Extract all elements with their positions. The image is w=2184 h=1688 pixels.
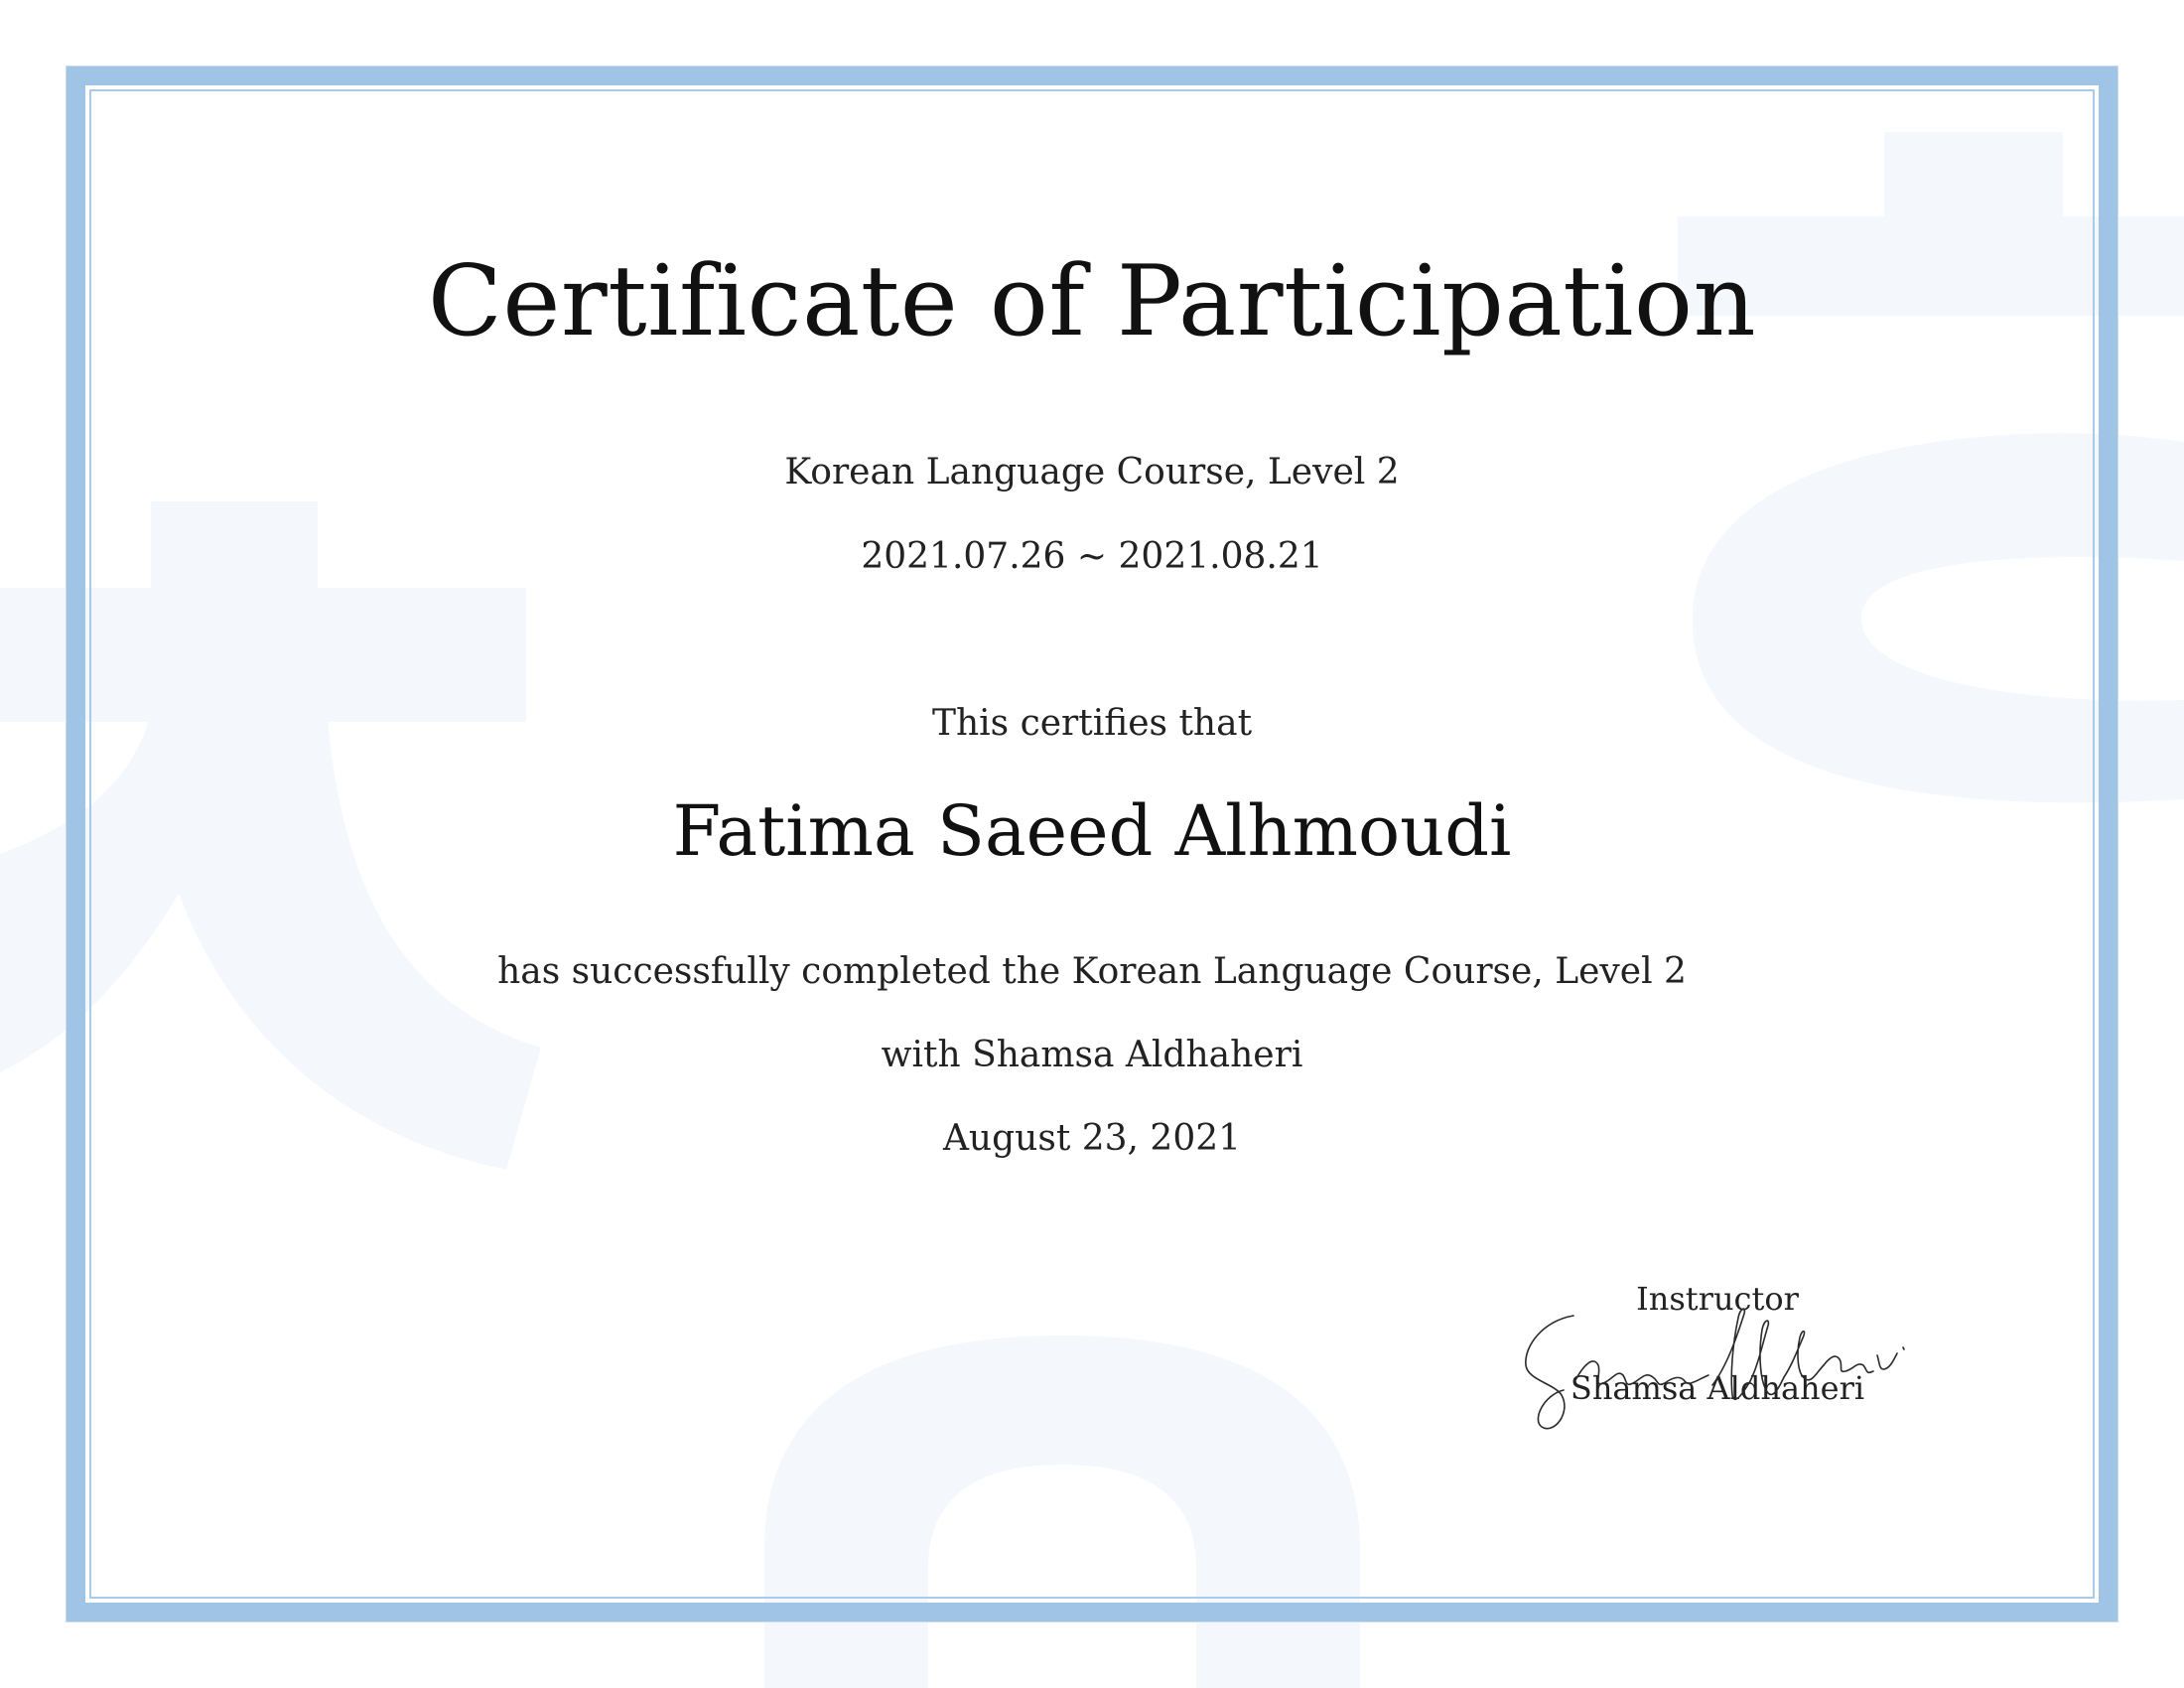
signature-role: Instructor xyxy=(1636,1280,1799,1318)
handwritten-signature xyxy=(1514,1296,1931,1445)
issue-date: August 23, 2021 xyxy=(942,1118,1242,1159)
completion-statement: has successfully completed the Korean Language Course, Level 2 xyxy=(497,951,1687,992)
course-dates: 2021.07.26 ~ 2021.08.21 xyxy=(861,536,1323,577)
recipient-name: Fatima Saeed Alhmoudi xyxy=(672,790,1512,872)
signature-name: Shamsa Aldhaheri xyxy=(1570,1369,1865,1407)
instructor-line: with Shamsa Aldhaheri xyxy=(881,1035,1303,1075)
course-name: Korean Language Course, Level 2 xyxy=(784,452,1400,492)
certifies-text: This certifies that xyxy=(931,703,1253,744)
certificate-title: Certificate of Participation xyxy=(427,245,1757,358)
